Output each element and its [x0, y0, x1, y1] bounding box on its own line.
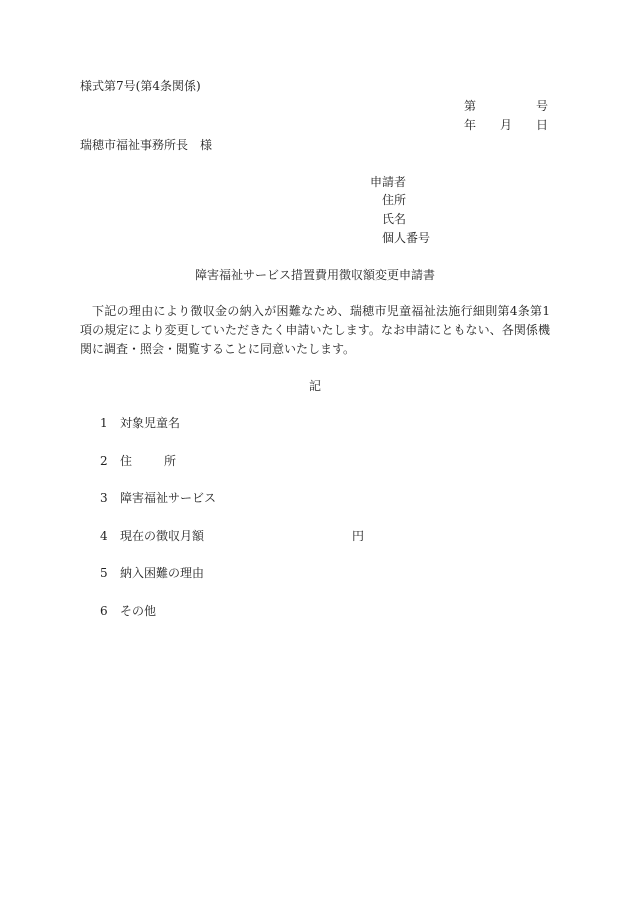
- item-label: 障害福祉サービス: [120, 491, 217, 505]
- item-other: [100, 603, 156, 619]
- item-number: 2: [100, 454, 108, 468]
- date-day: 日: [536, 118, 549, 132]
- item-number: 4: [100, 529, 108, 543]
- date-year: 年: [464, 118, 477, 132]
- item-address: [100, 453, 176, 469]
- ki-heading: 記: [308, 379, 321, 393]
- item-number: 3: [100, 491, 108, 505]
- item-payment-difficulty-reason: [100, 565, 204, 581]
- document-title: 障害福祉サービス措置費用徴収額変更申請書: [194, 268, 435, 282]
- item-number: 1: [100, 416, 108, 430]
- addressee: 瑞穂市福祉事務所長 様: [80, 138, 213, 152]
- item-label: 対象児童名: [120, 416, 181, 430]
- item-label: 現在の徴収月額: [120, 529, 205, 543]
- item-number: 6: [100, 604, 108, 618]
- item-number: 5: [100, 566, 108, 580]
- item-label: その他: [120, 604, 157, 618]
- number-go: 号: [536, 99, 549, 113]
- item-label-part: 住: [120, 454, 133, 468]
- item-welfare-service: [100, 490, 216, 506]
- applicant-id-number-label: 個人番号: [382, 231, 431, 245]
- yen-unit: 円: [352, 529, 365, 543]
- applicant-address-label: 住所: [382, 193, 407, 207]
- item-label-part: 所: [164, 454, 177, 468]
- applicant-label: 申請者: [370, 175, 407, 189]
- body-paragraph: 下記の理由により徴収金の納入が困難なため、瑞穂市児童福祉法施行細則第4条第1項の規定により変更していただきたく申請いたします。なお申請にともない、各関係機関に調査・照会・閲覧することに同意いたします。: [80, 304, 550, 356]
- applicant-name-label: 氏名: [382, 212, 407, 226]
- number-dai: 第: [464, 99, 477, 113]
- item-target-child: [100, 415, 180, 431]
- form-label: 様式第7号(第4条関係): [80, 79, 201, 93]
- item-current-monthly-amount: [100, 528, 204, 544]
- date-month: 月: [500, 118, 513, 132]
- item-label: 納入困難の理由: [120, 566, 205, 580]
